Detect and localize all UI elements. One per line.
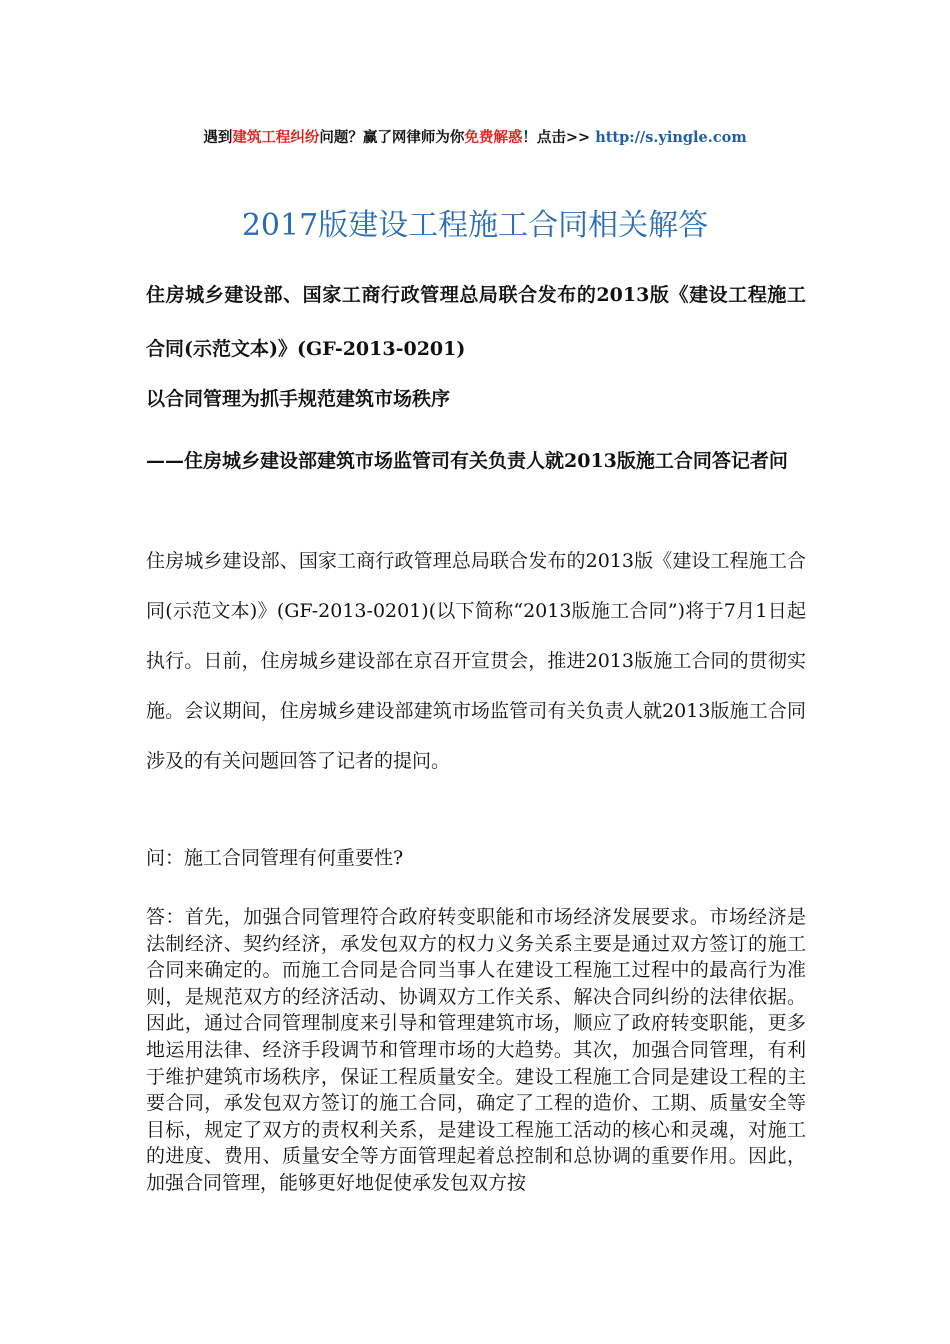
banner-highlight-disputes: 建筑工程纠纷 bbox=[232, 129, 320, 146]
answer-paragraph: 答：首先，加强合同管理符合政府转变职能和市场经济发展要求。市场经济是法制经济、契约经济，承发包双方的权力义务关系主要是通过双方签订的施工合同来确定的。而施工合同是合同当事人在建设工程施工过程中的最高行为准则，是规范双方的经济活动、协调双方工作关系、解决合同纠纷的法律依据。因此，通过合同管理制度来引导和管理建筑市场，顺应了政府转变职能，更多地运用法律、经济手段调节和管理市场的大趋势。其次，加强合同管理，有利于维护建筑市场秩序，保证工程质量安全。建设工程施工合同是建设工程的主要合同，承发包双方签订的施工合同，确定了工程的造价、工期、质量安全等目标，规定了双方的责权利关系，是建设工程施工活动的核心和灵魂，对施工的进度、费用、质量安全等方面管理起着总控制和总协调的重要作用。因此，加强合同管理，能够更好地促使承发包双方按 bbox=[146, 906, 806, 1194]
heading-publication: 住房城乡建设部、国家工商行政管理总局联合发布的2013版《建设工程施工合同(示范文本)》(GF-2013-0201) bbox=[146, 284, 806, 360]
promo-banner bbox=[0, 128, 950, 148]
banner-highlight-free: 免费解惑 bbox=[464, 129, 523, 146]
document-title: 2017版建设工程施工合同相关解答 bbox=[241, 208, 709, 243]
heading-interview: ——住房城乡建设部建筑市场监管司有关负责人就2013版施工合同答记者问 bbox=[146, 450, 788, 472]
banner-text-1: 遇到 bbox=[203, 129, 233, 146]
intro-paragraph: 住房城乡建设部、国家工商行政管理总局联合发布的2013版《建设工程施工合同(示范文本)》(GF-2013-0201)(以下简称“2013版施工合同”)将于7月1日起执行。日前，住房城乡建设部在京召开宣贯会，推进2013版施工合同的贯彻实施。会议期间，住房城乡建设部建筑市场监管司有关负责人就2013版施工合同涉及的有关问题回答了记者的提问。 bbox=[146, 550, 806, 772]
question-paragraph: 问：施工合同管理有何重要性? bbox=[146, 847, 404, 869]
banner-text-2: 问题？赢了网律师为你 bbox=[319, 129, 465, 146]
banner-link[interactable]: http://s.yingle.com bbox=[595, 129, 747, 146]
heading-subtitle: 以合同管理为抓手规范建筑市场秩序 bbox=[146, 388, 451, 410]
banner-text-3: ！点击>> bbox=[522, 129, 596, 146]
